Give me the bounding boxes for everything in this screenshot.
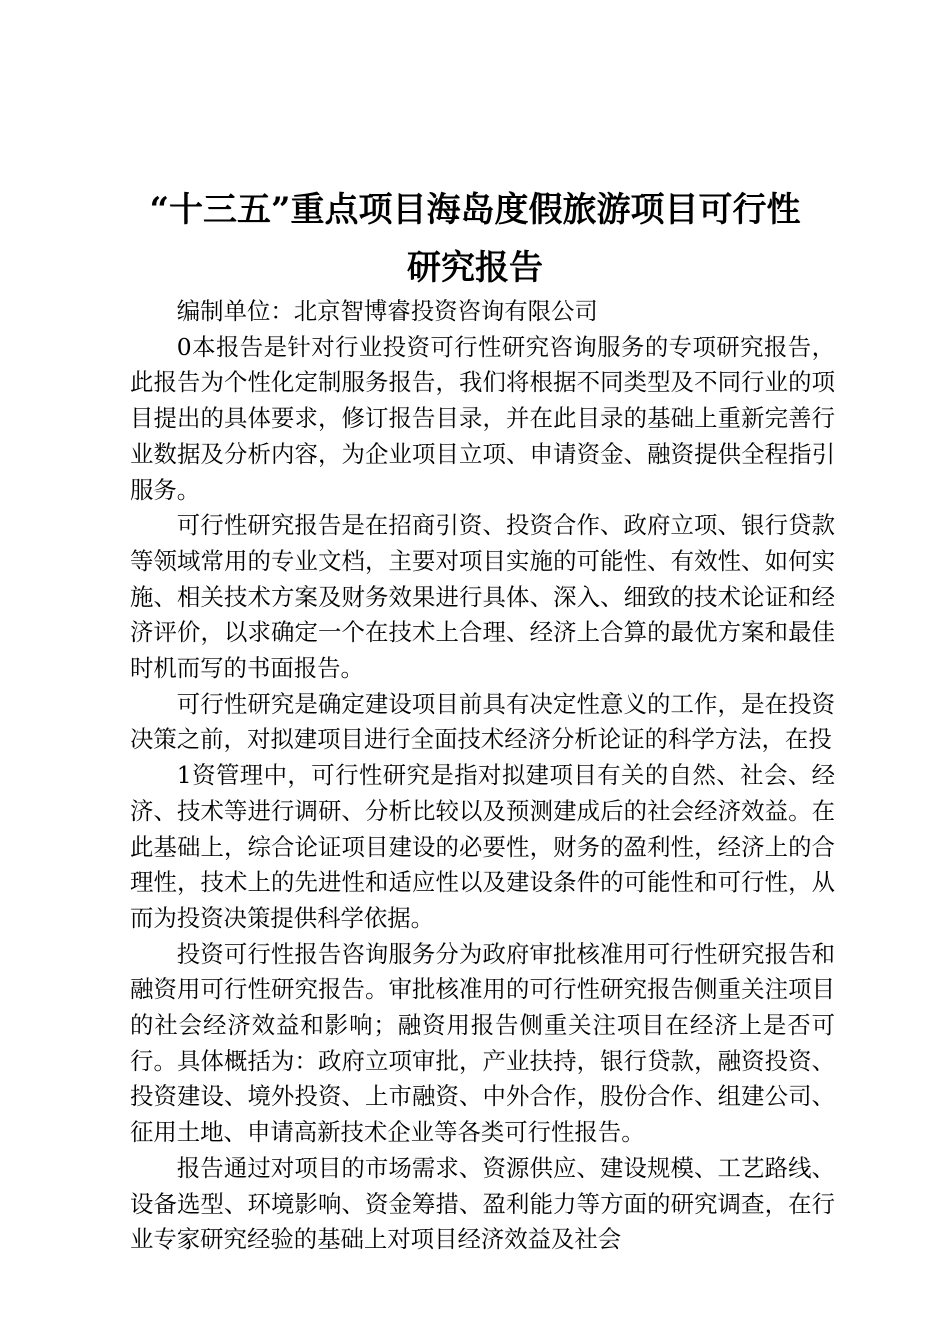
document-title-line-1: “十三五”重点项目海岛度假旅游项目可行性 bbox=[149, 190, 801, 230]
body-paragraph: 投资可行性报告咨询服务分为政府审批核准用可行性研究报告和融资用可行性研究报告。审批核准用的可行性研究报告侧重关注项目的社会经济效益和影响；融资用报告侧重关注项目在经济上是否可行。具体概括为：政府立项审批，产业扶持，银行贷款，融资投资、投资建设、境外投资、上市融资、中外合作，股份合作、组建公司、征用土地、申请高新技术企业等各类可行性报告。 bbox=[130, 939, 835, 1147]
document-title-line-2: 研究报告 bbox=[407, 248, 543, 288]
document-body bbox=[130, 294, 835, 1258]
body-paragraph: 可行性研究是确定建设项目前具有决定性意义的工作，是在投资决策之前，对拟建项目进行全面技术经济分析论证的科学方法，在投 bbox=[130, 689, 835, 754]
compiler-line: 编制单位：北京智博睿投资咨询有限公司 bbox=[176, 297, 598, 325]
body-paragraph: 1资管理中，可行性研究是指对拟建项目有关的自然、社会、经济、技术等进行调研、分析比较以及预测建成后的社会经济效益。在此基础上，综合论证项目建设的必要性，财务的盈利性，经济上的合理性，技术上的先进性和适应性以及建设条件的可能性和可行性，从而为投资决策提供科学依据。 bbox=[130, 761, 835, 932]
body-paragraph: 可行性研究报告是在招商引资、投资合作、政府立项、银行贷款等领域常用的专业文档，主要对项目实施的可能性、有效性、如何实施、相关技术方案及财务效果进行具体、深入、细致的技术论证和经济评价，以求确定一个在技术上合理、经济上合算的最优方案和最佳时机而写的书面报告。 bbox=[130, 511, 835, 683]
body-paragraph: 0本报告是针对行业投资可行性研究咨询服务的专项研究报告，此报告为个性化定制服务报告，我们将根据不同类型及不同行业的项目提出的具体要求，修订报告目录，并在此目录的基础上重新完善行业数据及分析内容，为企业项目立项、申请资金、融资提供全程指引服务。 bbox=[130, 332, 835, 504]
body-paragraph: 报告通过对项目的市场需求、资源供应、建设规模、工艺路线、设备选型、环境影响、资金筹措、盈利能力等方面的研究调查，在行业专家研究经验的基础上对项目经济效益及社会 bbox=[130, 1153, 835, 1254]
